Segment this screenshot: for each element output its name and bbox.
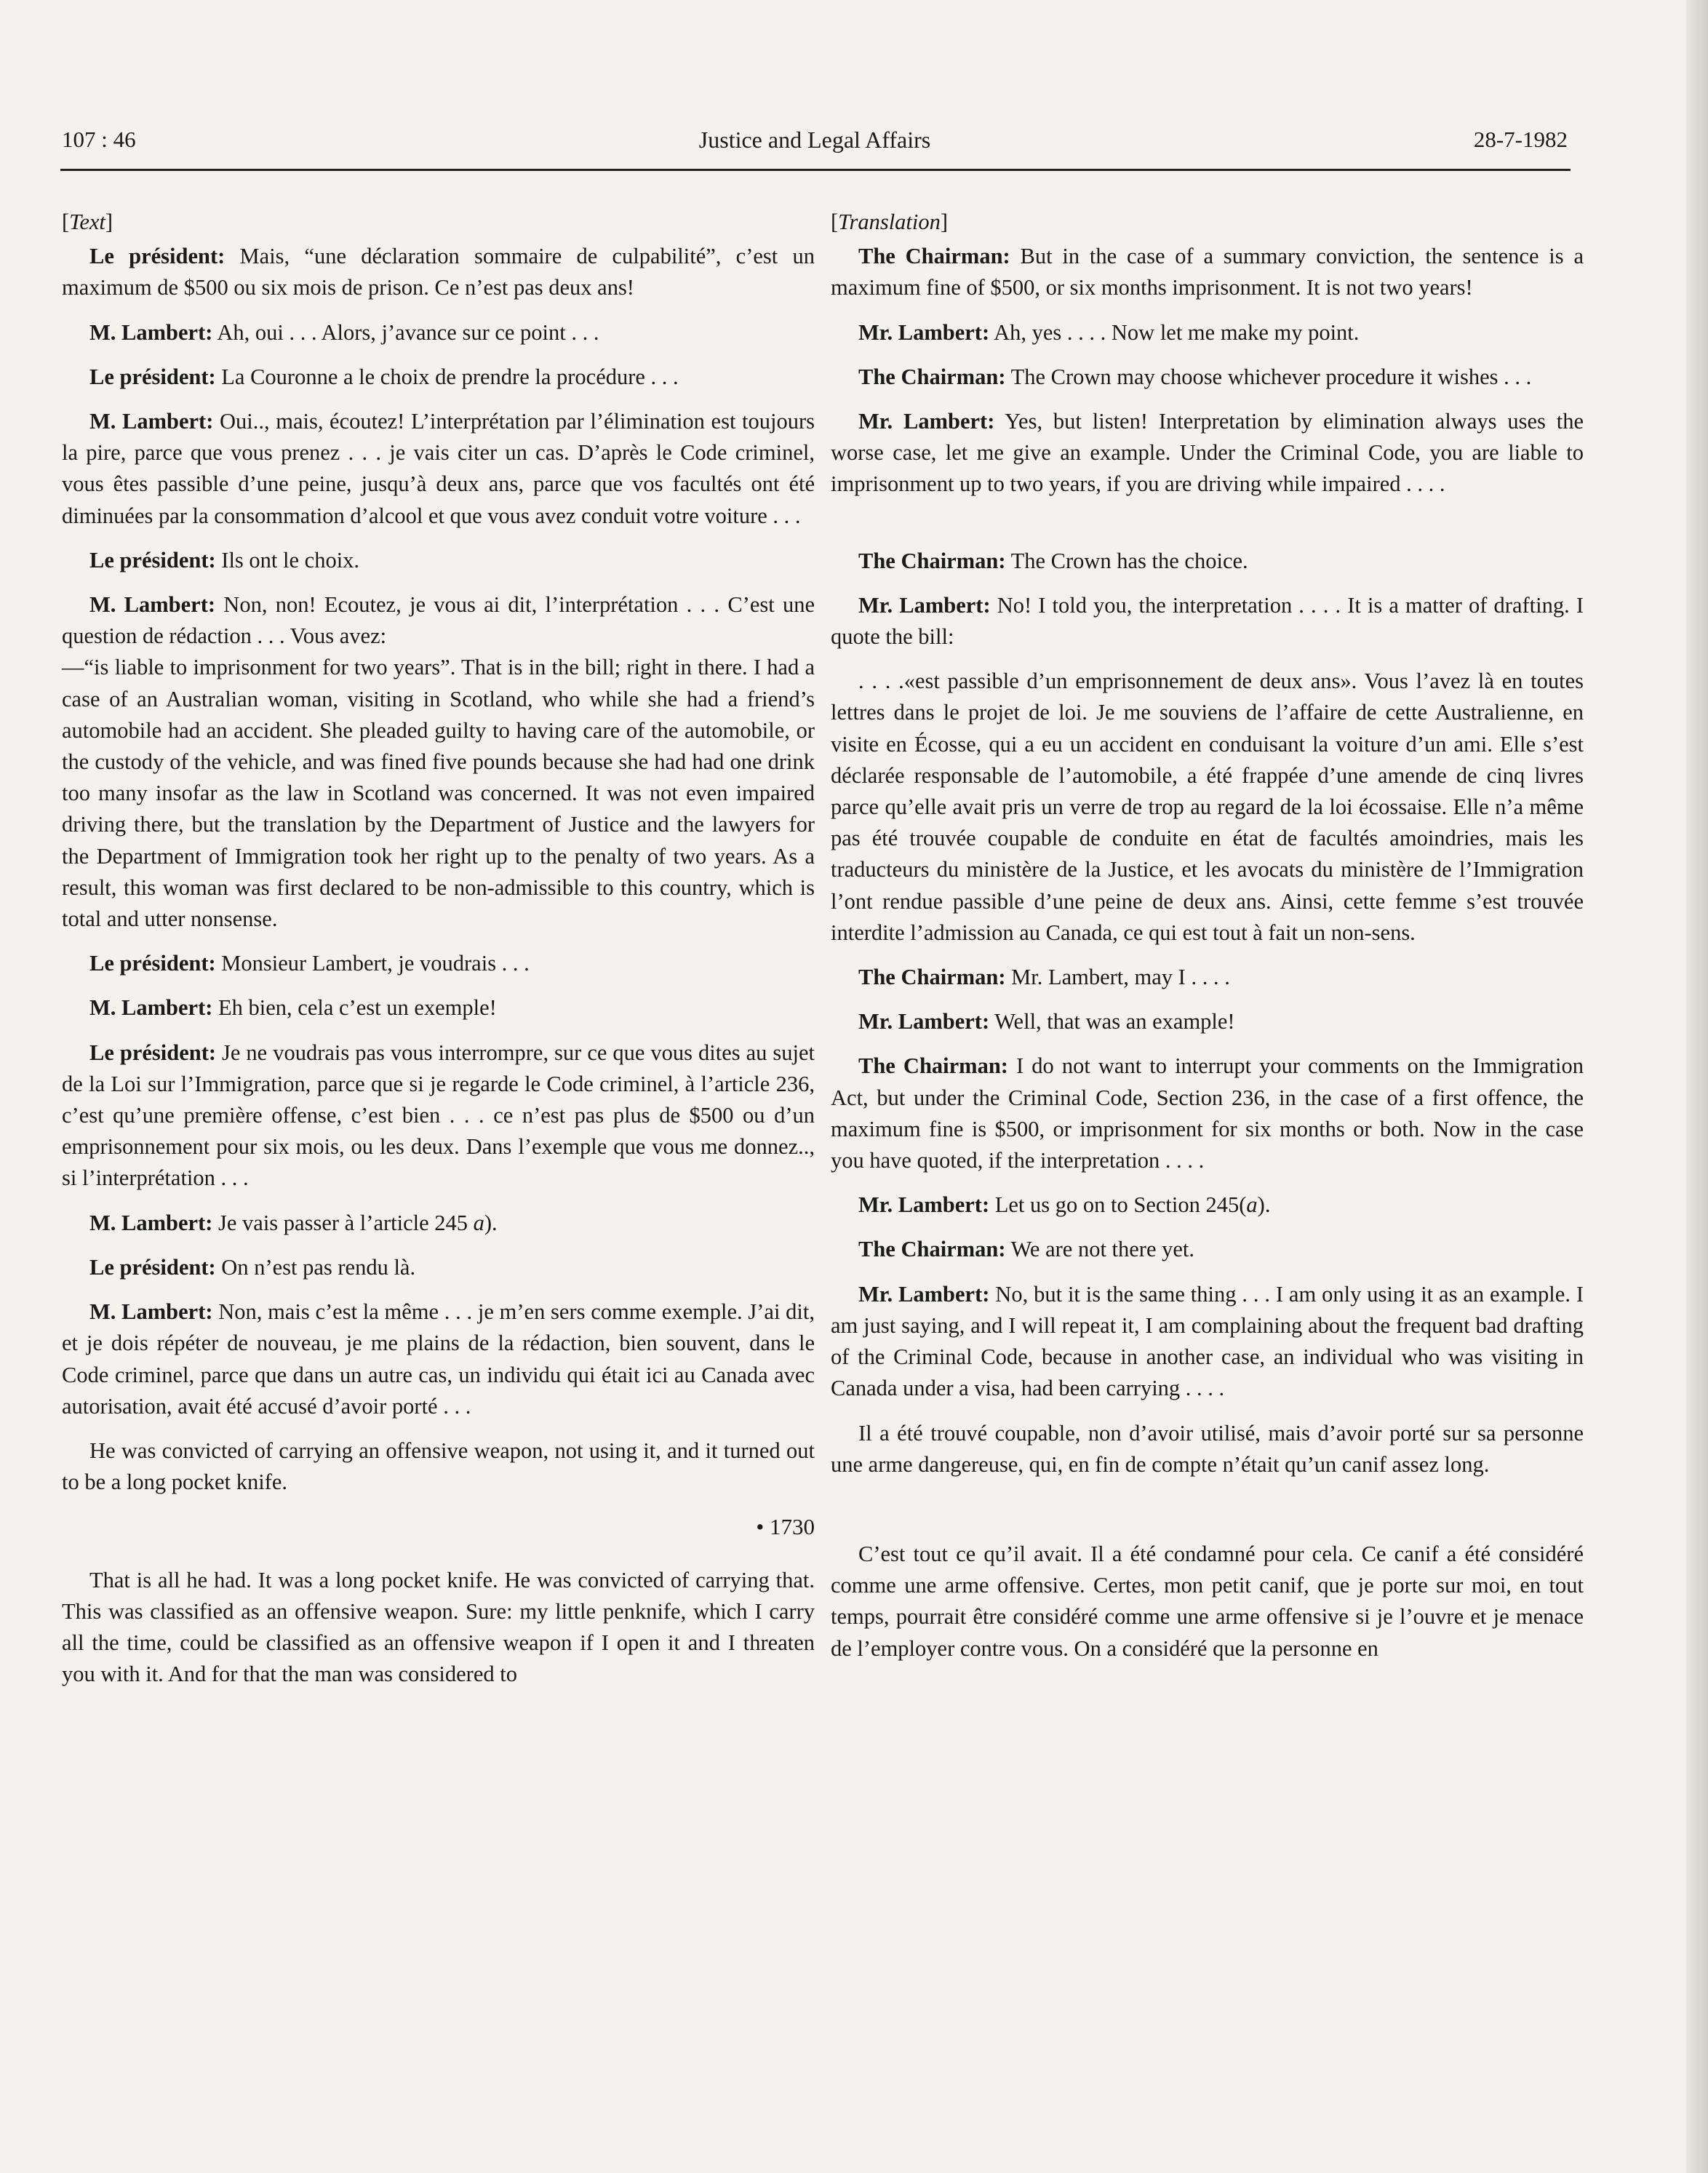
speaker-name: Le président:: [89, 364, 216, 389]
speech-paragraph: M. Lambert: Ah, oui . . . Alors, j’avance sur ce point . . .: [89, 319, 599, 345]
speaker-name: Le président:: [89, 244, 226, 269]
speaker-name: The Chairman:: [858, 1053, 1008, 1079]
speaker-name: The Chairman:: [858, 244, 1010, 269]
page-header: [62, 125, 1568, 166]
speaker-name: M. Lambert:: [89, 1210, 213, 1235]
column-label: [Text]: [62, 210, 113, 234]
speaker-name: Le président:: [89, 1254, 216, 1280]
speech-paragraph: The Chairman: I do not want to interrupt your comments on the Immigration Act, but under the Criminal Code, Section 236, in the case of a first offence, the maximum fine is $500, or imprisonment for six months or both. Now in the case you have quoted, if the interpretation . . . .: [831, 1053, 1584, 1173]
quoted-paragraph: —“is liable to imprisonment for two years”. That is in the bill; right in there. I had a case of an Australian woman, visiting in Scotland, who while she had a friend’s automobile had an accident. She pleaded guilty to having care of the automobile, or the custody of the vehicle, and was fined five pounds because she had had one drink too many insofar as the law in Scotland was concerned. It was not even impaired driving there, but the translation by the Department of Justice and the lawyers for the Department of Immigration took her right up to the penalty of two years. As a result, this woman was first declared to be non-admissible to this country, which is total and utter nonsense.: [62, 655, 815, 932]
speech-paragraph: Mr. Lambert: No, but it is the same thing . . . I am only using it as an example. I am just saying, and I will repeat it, I am complaining about the frequent bad drafting of the Criminal Code, because in another case, an individual who was visiting in Canada under a visa, had been carrying . . . .: [831, 1281, 1584, 1401]
speech-paragraph: Mr. Lambert: Ah, yes . . . . Now let me make my point.: [858, 319, 1360, 345]
header-date: 28-7-1982: [1473, 127, 1568, 152]
speaker-name: Mr. Lambert:: [858, 1281, 990, 1307]
speech-paragraph: M. Lambert: Oui.., mais, écoutez! L’interprétation par l’élimination est toujours la pire, parce que vous prenez . . . je vais citer un cas. D’après le Code criminel, vous êtes passible d’une peine, jusqu’à deux ans, parce que vos facultés ont été diminuées par la consommation d’alcool et que vous avez conduit votre voiture . . .: [62, 409, 815, 528]
speech-paragraph: Mr. Lambert: No! I told you, the interpretation . . . . It is a matter of drafting. I quote the bill:: [831, 592, 1584, 650]
spacer: [831, 1494, 1584, 1539]
header-rule: [60, 169, 1571, 171]
speech-paragraph: M. Lambert: Eh bien, cela c’est un exemple!: [89, 995, 497, 1021]
spacer: [831, 514, 1584, 546]
speech-paragraph: Le président: La Couronne a le choix de prendre la procédure . . .: [89, 364, 679, 389]
speaker-name: The Chairman:: [858, 965, 1006, 990]
speaker-name: Mr. Lambert:: [858, 592, 991, 618]
left-column-text: [62, 207, 815, 1703]
speaker-name: Le président:: [89, 951, 216, 976]
speech-paragraph: Il a été trouvé coupable, non d’avoir utilisé, mais d’avoir porté sur sa personne une arme dangereuse, qui, en fin de compte n’était qu’un canif assez long.: [831, 1420, 1584, 1477]
speech-paragraph: The Chairman: The Crown has the choice.: [858, 548, 1248, 573]
page-number: 107 : 46: [62, 127, 136, 152]
speech-paragraph: Le président: Monsieur Lambert, je voudrais . . .: [89, 951, 530, 976]
speech-paragraph: The Chairman: But in the case of a summary conviction, the sentence is a maximum fine of $500, or six months imprisonment. It is not two years!: [831, 244, 1584, 300]
speaker-name: M. Lambert:: [89, 995, 213, 1021]
speaker-name: Le président:: [89, 1040, 217, 1065]
speech-paragraph: The Chairman: We are not there yet.: [858, 1237, 1195, 1262]
speaker-name: Mr. Lambert:: [858, 409, 995, 434]
speech-paragraph: Mr. Lambert: Well, that was an example!: [858, 1009, 1235, 1034]
speech-paragraph: Le président: Mais, “une déclaration sommaire de culpabilité”, c’est un maximum de $500 ou six mois de prison. Ce n’est pas deux ans!: [62, 244, 815, 300]
quoted-paragraph: . . . .«est passible d’un emprisonnement de deux ans». Vous l’avez là en toutes lettres dans le projet de loi. Je me souviens de l’affaire de cette Australienne, en visite en Écosse, qui a eu un accident en conduisant la voiture d’un ami. Elle s’est déclarée responsable de l’automobile, a été frappée d’une amende de cinq livres parce qu’elle avait pris un verre de trop au regard de la loi écossaise. Elle n’a même pas été trouvée coupable de conduite en état de facultés amoindries, mais les traducteurs du ministère de la Justice, et les avocats du ministère de l’Immigration l’ont rendue passible d’une peine de deux ans. Ainsi, cette femme s’est trouvée interdite l’admission au Canada, ce qui est tout à fait un non-sens.: [831, 669, 1584, 945]
speaker-name: The Chairman:: [858, 1237, 1006, 1262]
speaker-name: M. Lambert:: [89, 592, 216, 618]
column-label: [Translation]: [831, 210, 949, 234]
speech-paragraph: The Chairman: The Crown may choose whichever procedure it wishes . . .: [858, 364, 1532, 389]
speaker-name: The Chairman:: [858, 364, 1006, 389]
time-marker: • 1730: [756, 1514, 815, 1540]
speech-paragraph: Le président: On n’est pas rendu là.: [89, 1254, 416, 1280]
speaker-name: M. Lambert:: [89, 409, 214, 434]
speech-paragraph: He was convicted of carrying an offensive weapon, not using it, and it turned out to be a long pocket knife.: [62, 1438, 815, 1495]
speech-paragraph: M. Lambert: Non, non! Ecoutez, je vous ai dit, l’interprétation . . . C’est une question de rédaction . . . Vous avez:: [62, 592, 815, 649]
right-column-text: [831, 207, 1584, 1678]
speech-paragraph: Mr. Lambert: Yes, but listen! Interpretation by elimination always uses the worse case, let me give an example. Under the Criminal Code, you are liable to imprisonment up to two years, if you are driving while impaired . . . .: [831, 409, 1584, 497]
speaker-name: M. Lambert:: [89, 1299, 213, 1325]
speaker-name: Mr. Lambert:: [858, 1009, 990, 1034]
speech-paragraph: C’est tout ce qu’il avait. Il a été condamné pour cela. Ce canif a été considéré comme une arme offensive. Certes, mon petit canif, que je porte sur moi, en tout temps, pourrait être considéré comme une arme offensive si je l’ouvre et je menace de l’employer contre vous. On a considéré que la personne en: [831, 1541, 1584, 1661]
speech-paragraph: M. Lambert: Je vais passer à l’article 245 a).: [89, 1210, 498, 1235]
speech-paragraph: That is all he had. It was a long pocket knife. He was convicted of carrying that. This was classified as an offensive weapon. Sure: my little penknife, which I carry all the time, could be classified as an offensive weapon if I open it and I threaten you with it. And for that the man was considered to: [62, 1567, 815, 1687]
speaker-name: M. Lambert:: [89, 319, 213, 345]
speaker-name: Le président:: [89, 547, 216, 573]
speaker-name: Mr. Lambert:: [858, 1192, 990, 1218]
page-edge-shadow: [1686, 0, 1708, 2173]
speaker-name: Mr. Lambert:: [858, 319, 990, 345]
speech-paragraph: The Chairman: Mr. Lambert, may I . . . .: [858, 965, 1230, 990]
speech-paragraph: M. Lambert: Non, mais c’est la même . . . je m’en sers comme exemple. J’ai dit, et je dois répéter de nouveau, je me plains de la rédaction, bien souvent, dans le Code criminel, parce que dans un autre cas, un individu qui était ici au Canada avec autorisation, avait été accusé d’avoir porté . . .: [62, 1299, 815, 1419]
speech-paragraph: Le président: Ils ont le choix.: [89, 547, 360, 573]
speaker-name: The Chairman:: [858, 548, 1006, 573]
speech-paragraph: Mr. Lambert: Let us go on to Section 245(a).: [858, 1192, 1271, 1218]
speech-paragraph: Le président: Je ne voudrais pas vous interrompre, sur ce que vous dites au sujet de la Loi sur l’Immigration, parce que si je regarde le Code criminel, à l’article 236, c’est qu’une première offense, c’est bien . . . ce n’est pas plus de $500 ou d’un emprisonnement pour six mois, ou les deux. Dans l’exemple que vous me donnez.., si l’interprétation . . .: [62, 1040, 815, 1191]
running-title: Justice and Legal Affairs: [698, 127, 931, 153]
